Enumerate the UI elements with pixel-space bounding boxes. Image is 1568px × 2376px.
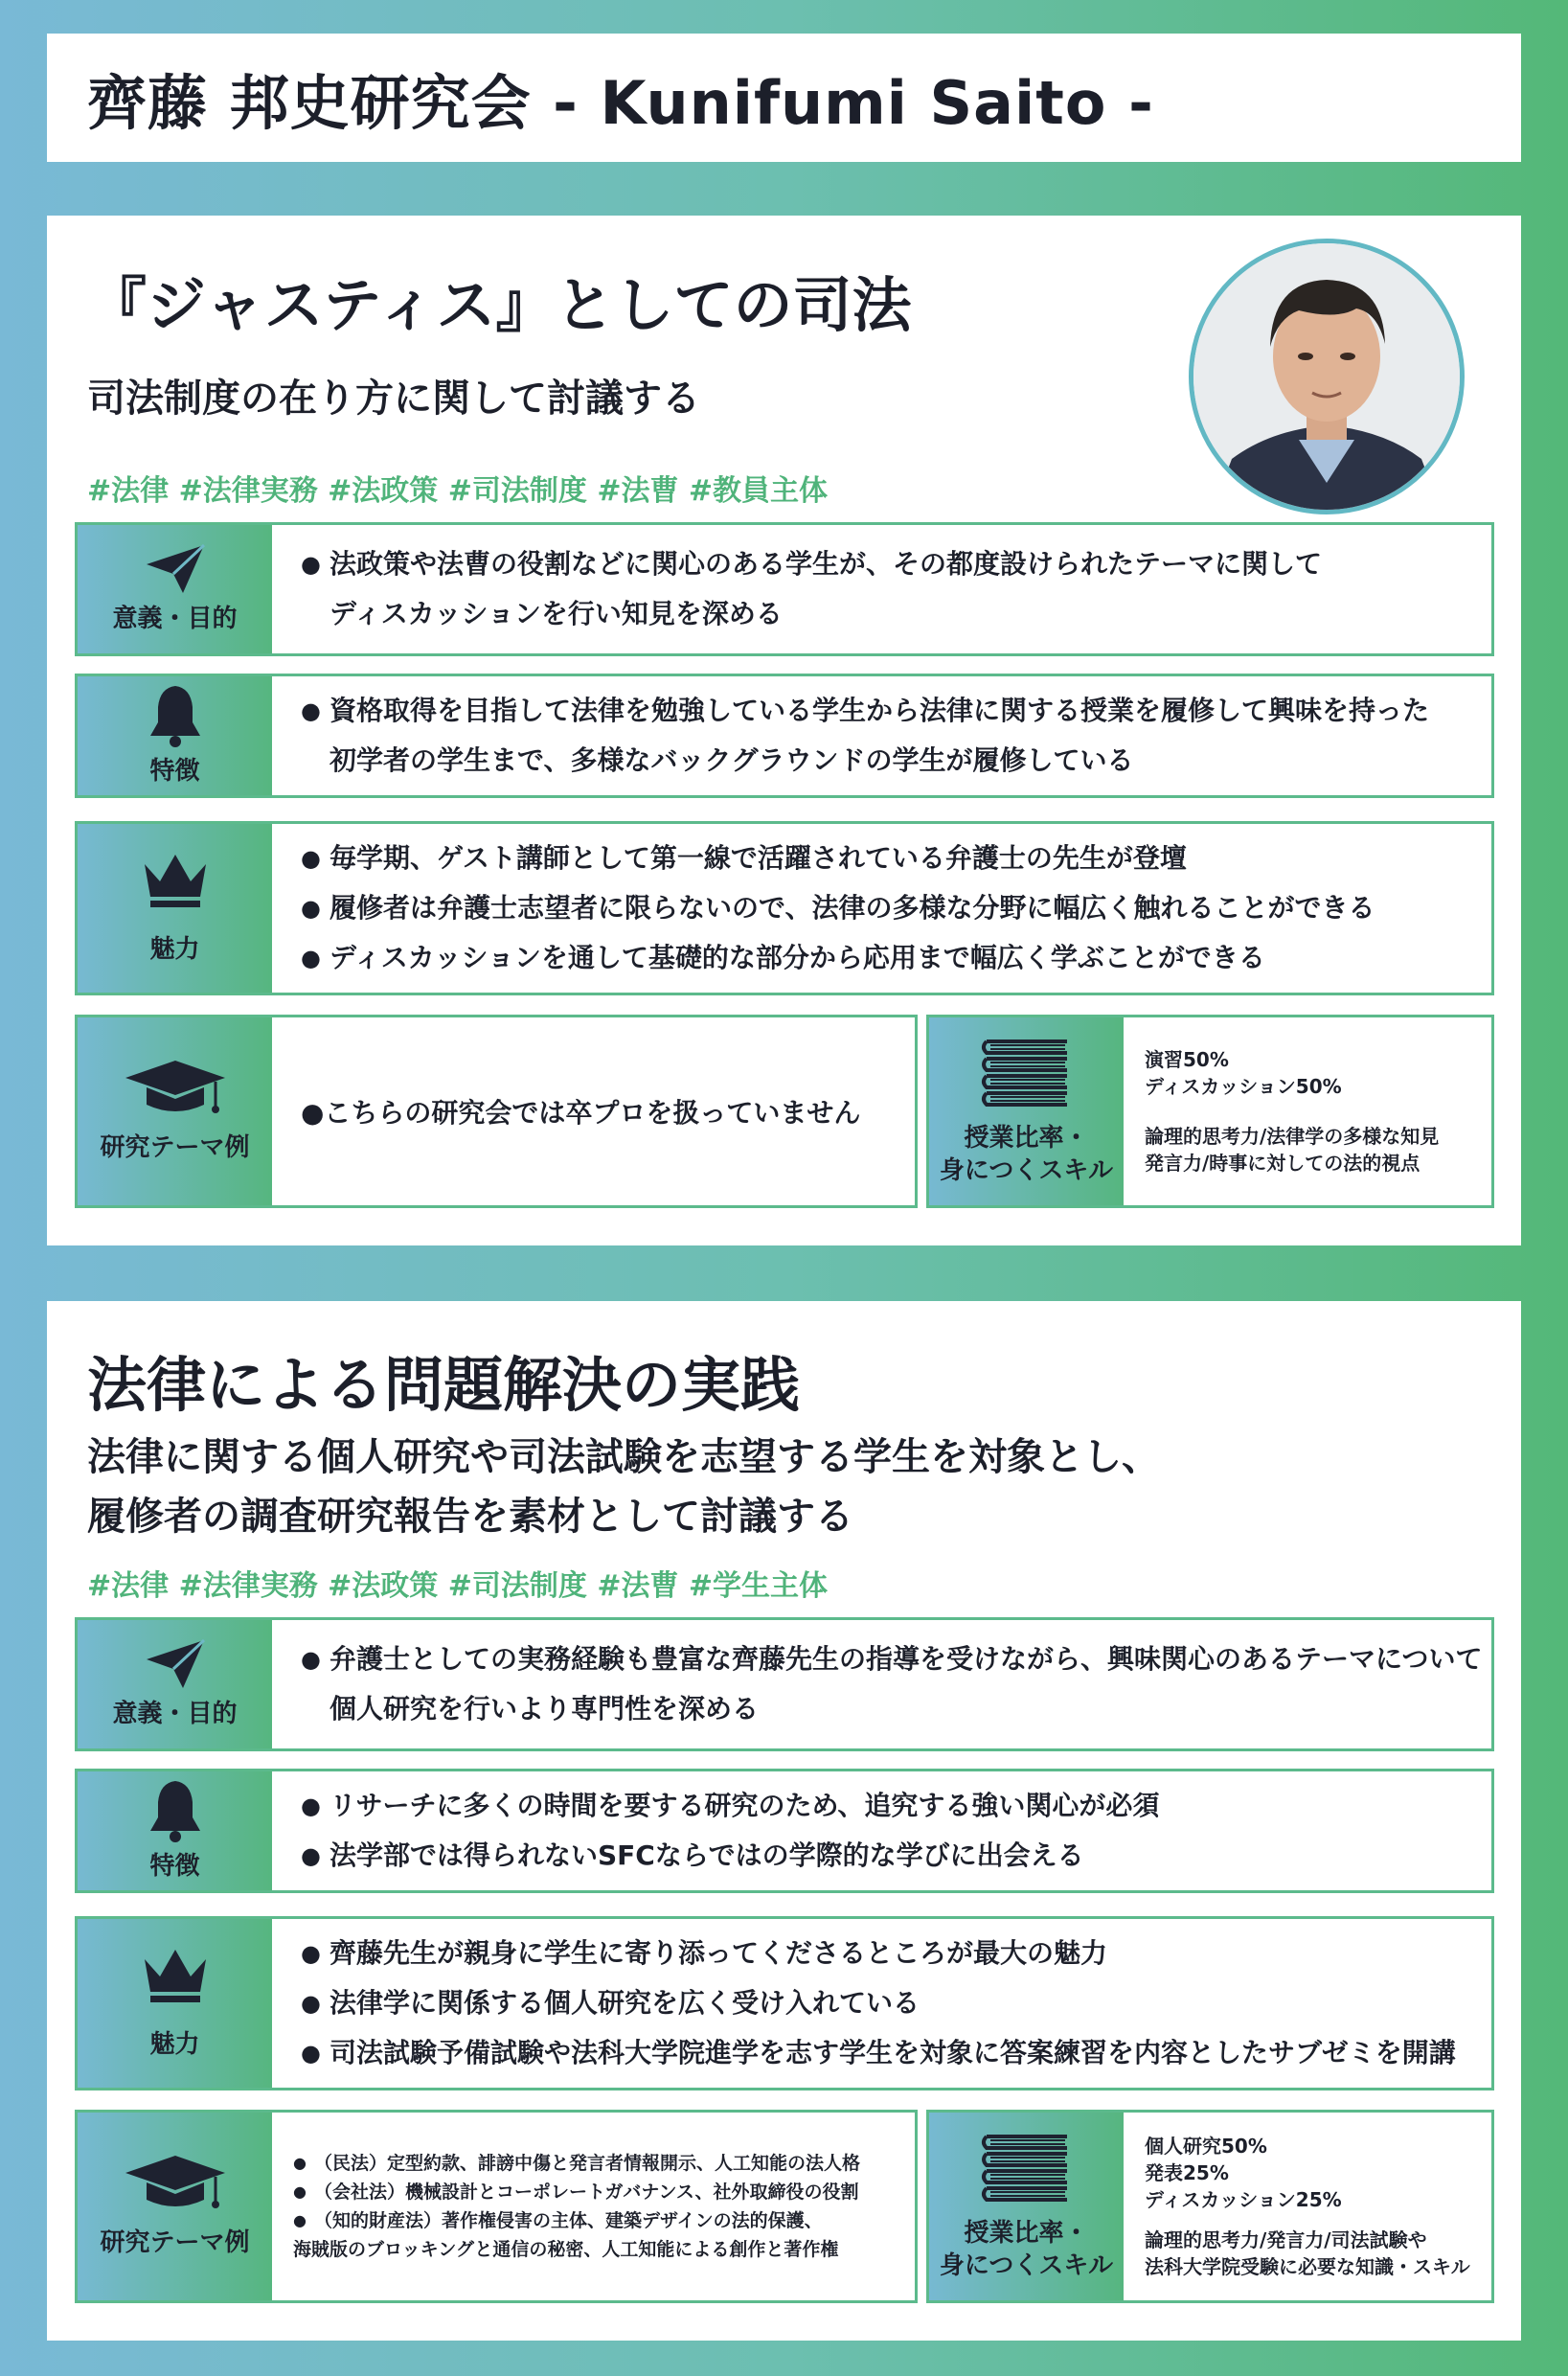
feature-item: ● 資格取得を目指して法律を勉強している学生から法律に関する授業を履修して興味を持った 初学者の学生まで、多様なバックグラウンドの学生が履修している bbox=[301, 686, 1491, 786]
graduation-cap-icon bbox=[124, 2154, 227, 2213]
ratio-row bbox=[926, 2110, 1494, 2303]
professor-portrait-icon bbox=[1193, 243, 1460, 510]
feature-label: 特徴 bbox=[149, 757, 200, 786]
seminar-section-practice bbox=[47, 1301, 1521, 2341]
appeal-item: ● 履修者は弁護士志望者に限らないので、法律の多様な分野に幅広く触れることができる bbox=[301, 883, 1491, 933]
ratio-item: ディスカッション25% bbox=[1145, 2188, 1342, 2211]
seminar-section-justice bbox=[47, 216, 1521, 1245]
themes-label: 研究テーマ例 bbox=[100, 2228, 250, 2257]
professor-photo bbox=[1189, 239, 1465, 514]
purpose-item: ● 弁護士としての実務経験も豊富な齊藤先生の指導を受けながら、興味関心のあるテーマについて 個人研究を行いより専門性を深める bbox=[301, 1634, 1491, 1734]
purpose-label: 意義・目的 bbox=[112, 1700, 238, 1728]
purpose-label: 意義・目的 bbox=[112, 605, 238, 633]
feature-label: 特徴 bbox=[149, 1852, 200, 1881]
purpose-row bbox=[75, 522, 1494, 656]
graduation-cap-icon bbox=[124, 1059, 227, 1118]
theme-item: ● （知的財産法）著作権侵害の主体、建築デザインの法的保護、 海賊版のブロッキングと通信の秘密、人工知能による創作と著作権 bbox=[293, 2206, 915, 2264]
purpose-icon-cell bbox=[78, 525, 272, 653]
ratio-label-line2: 身につくスキル bbox=[939, 1156, 1114, 1185]
appeal-item: ● 法律学に関係する個人研究を広く受け入れている bbox=[301, 1978, 1491, 2028]
paper-plane-icon bbox=[145, 1638, 206, 1690]
theme-item: ● （民法）定型約款、誹謗中傷と発言者情報開示、人工知能の法人格 bbox=[293, 2149, 915, 2178]
ratio-item: 発表25% bbox=[1145, 2161, 1229, 2184]
skill-item: 法科大学院受験に必要な知識・スキル bbox=[1145, 2255, 1470, 2278]
ratio-label-line2: 身につくスキル bbox=[939, 2251, 1114, 2280]
page-title: 齊藤 邦史研究会 - Kunifumi Saito - bbox=[87, 67, 1154, 138]
skill-item: 論理的思考力/発言力/司法試験や bbox=[1145, 2228, 1427, 2251]
themes-note: ●こちらの研究会では卒プロを扱っていません bbox=[301, 1097, 861, 1129]
ratio-item: ディスカッション50% bbox=[1145, 1075, 1342, 1098]
skill-item: 論理的思考力/法律学の多様な知見 bbox=[1145, 1125, 1440, 1148]
themes-label: 研究テーマ例 bbox=[100, 1133, 250, 1162]
books-icon bbox=[979, 2131, 1075, 2213]
section-subtitle: 司法制度の在り方に関して討議する bbox=[87, 377, 700, 421]
skill-item: 発言力/時事に対しての法的視点 bbox=[1145, 1152, 1420, 1175]
ratio-label-line1: 授業比率・ bbox=[964, 1124, 1089, 1153]
appeal-item: ● ディスカッションを通して基礎的な部分から応用まで幅広く学ぶことができる bbox=[301, 933, 1491, 983]
crown-icon bbox=[141, 1946, 210, 2003]
ratio-item: 演習50% bbox=[1145, 1048, 1229, 1071]
section-subtitle: 法律に関する個人研究や司法試験を志望する学生を対象とし、 履修者の調査研究報告を素材として討議する bbox=[87, 1435, 1160, 1539]
appeal-item: ● 齊藤先生が親身に学生に寄り添ってくださるところが最大の魅力 bbox=[301, 1929, 1491, 1978]
bell-icon bbox=[147, 1779, 204, 1842]
appeal-label: 魅力 bbox=[149, 2030, 200, 2059]
appeal-icon-cell bbox=[78, 824, 272, 993]
themes-icon-cell bbox=[78, 1017, 272, 1205]
section-tags: #法律 #法律実務 #法政策 #司法制度 #法曹 #教員主体 bbox=[87, 474, 829, 508]
ratio-item: 個人研究50% bbox=[1145, 2135, 1267, 2158]
theme-item: ● （会社法）機械設計とコーポレートガバナンス、社外取締役の役割 bbox=[293, 2178, 915, 2206]
appeal-icon-cell bbox=[78, 1919, 272, 2088]
purpose-row bbox=[75, 1617, 1494, 1751]
appeal-row bbox=[75, 1916, 1494, 2090]
crown-icon bbox=[141, 851, 210, 908]
section-tags: #法律 #法律実務 #法政策 #司法制度 #法曹 #学生主体 bbox=[87, 1569, 829, 1603]
themes-icon-cell bbox=[78, 2113, 272, 2300]
appeal-item: ● 毎学期、ゲスト講師として第一線で活躍されている弁護士の先生が登壇 bbox=[301, 834, 1491, 883]
feature-icon-cell bbox=[78, 1771, 272, 1890]
section-title: 『ジャスティス』としての司法 bbox=[87, 270, 912, 340]
purpose-item: ● 法政策や法曹の役割などに関心のある学生が、その都度設けられたテーマに関して ディスカッションを行い知見を深める bbox=[301, 539, 1491, 639]
appeal-label: 魅力 bbox=[149, 935, 200, 964]
ratio-icon-cell bbox=[929, 1017, 1124, 1205]
bell-icon bbox=[147, 684, 204, 747]
paper-plane-icon bbox=[145, 543, 206, 595]
feature-row bbox=[75, 1769, 1494, 1893]
themes-row bbox=[75, 1015, 918, 1208]
feature-item: ● 法学部では得られないSFCならではの学際的な学びに出会える bbox=[301, 1831, 1491, 1881]
page-header bbox=[47, 34, 1521, 162]
books-icon bbox=[979, 1036, 1075, 1118]
feature-item: ● リサーチに多くの時間を要する研究のため、追究する強い関心が必須 bbox=[301, 1781, 1491, 1831]
ratio-icon-cell bbox=[929, 2113, 1124, 2300]
purpose-icon-cell bbox=[78, 1620, 272, 1748]
feature-icon-cell bbox=[78, 676, 272, 795]
feature-row bbox=[75, 674, 1494, 798]
themes-row bbox=[75, 2110, 918, 2303]
ratio-label-line1: 授業比率・ bbox=[964, 2219, 1089, 2248]
ratio-row bbox=[926, 1015, 1494, 1208]
section-title: 法律による問題解決の実践 bbox=[87, 1350, 801, 1420]
appeal-row bbox=[75, 821, 1494, 995]
appeal-item: ● 司法試験予備試験や法科大学院進学を志す学生を対象に答案練習を内容としたサブゼミを開講 bbox=[301, 2028, 1491, 2078]
